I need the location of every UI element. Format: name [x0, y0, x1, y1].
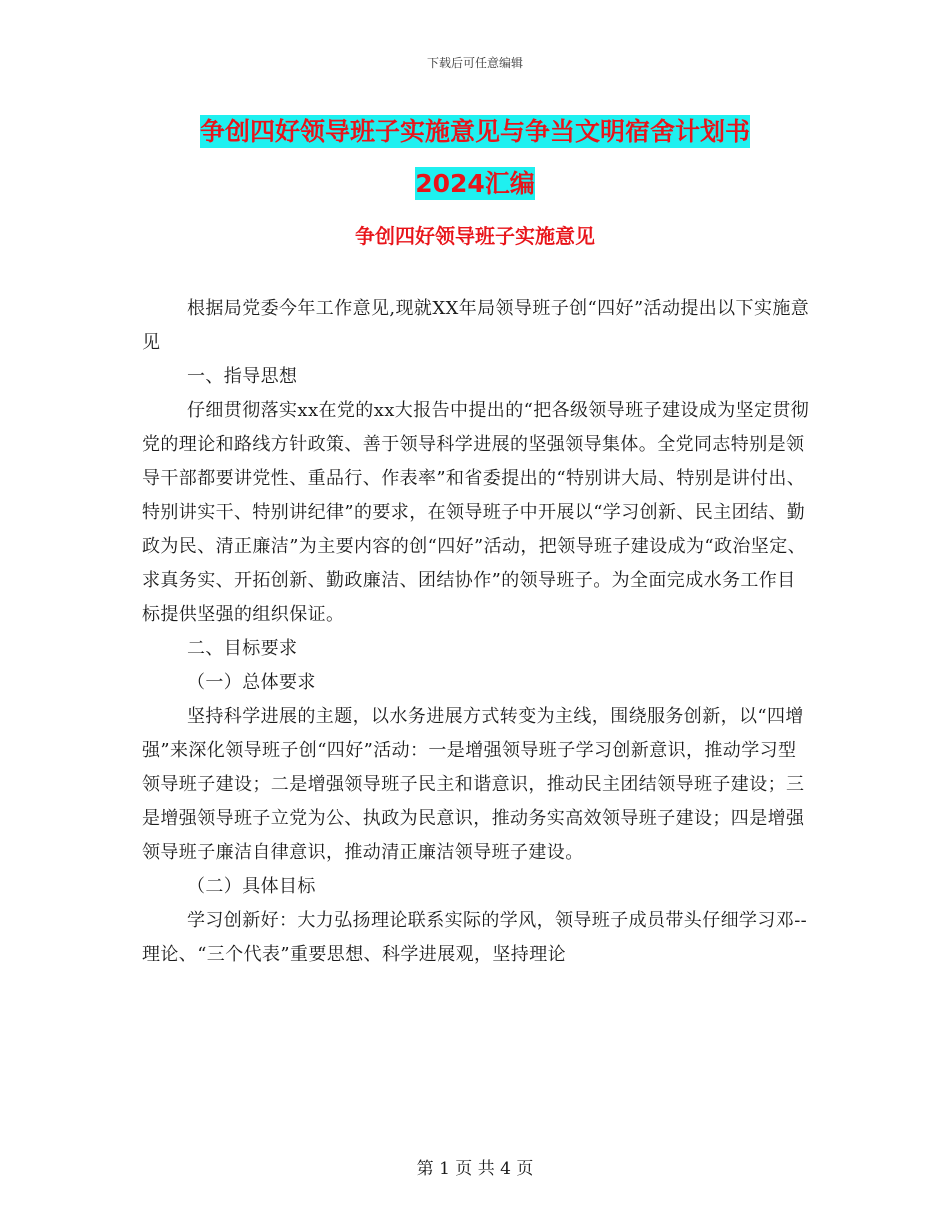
paragraph-specific-targets: 学习创新好：大力弘扬理论联系实际的学风，领导班子成员带头仔细学习邓--理论、“三个代表”重要思想、科学进展观，坚持理论: [142, 910, 808, 965]
heading-guiding-thought: 一、指导思想: [187, 366, 298, 387]
paragraph-guiding-thought: 仔细贯彻落实xx在党的xx大报告中提出的“把各级领导班子建设成为坚定贯彻党的理论和路线方针政策、善于领导科学进展的坚强领导集体。全党同志特别是领导干部都要讲党性、重品行、作表率”和省委提出的“特别讲大局、特别是讲付出、特别讲实干、特别讲纪律”的要求，在领导班子中开展以“学习创新、民主团结、勤政为民、清正廉洁”为主要内容的创“四好”活动，把领导班子建设成为“政治坚定、求真务实、开拓创新、勤政廉洁、团结协作”的领导班子。为全面完成水务工作目标提供坚强的组织保证。: [142, 400, 810, 625]
heading-specific-targets: （二）具体目标: [187, 876, 316, 897]
paragraph-intro: 根据局党委今年工作意见,现就XX年局领导班子创“四好”活动提出以下实施意见: [142, 298, 810, 353]
paragraph-overall-requirements: 坚持科学进展的主题，以水务进展方式转变为主线，围绕服务创新，以“四增强”来深化领导班子创“四好”活动：一是增强领导班子学习创新意识，推动学习型领导班子建设；二是增强领导班子民主和谐意识，推动民主团结领导班子建设；三是增强领导班子立党为公、执政为民意识，推动务实高效领导班子建设；四是增强领导班子廉洁自律意识，推动清正廉洁领导班子建设。: [142, 706, 805, 863]
header-note: 下载后可任意编辑: [426, 56, 523, 70]
page-indicator: 第 1 页 共 4 页: [416, 1159, 534, 1179]
section-title: 争创四好领导班子实施意见: [355, 224, 595, 248]
document-body: [142, 292, 810, 972]
document-title-line1: 争创四好领导班子实施意见与争当文明宿舍计划书: [199, 117, 750, 146]
document-title-line2: 2024汇编: [415, 169, 535, 198]
heading-overall-requirements: （一）总体要求: [187, 672, 316, 693]
document-title: [0, 106, 950, 210]
heading-target-requirements: 二、目标要求: [187, 638, 298, 659]
